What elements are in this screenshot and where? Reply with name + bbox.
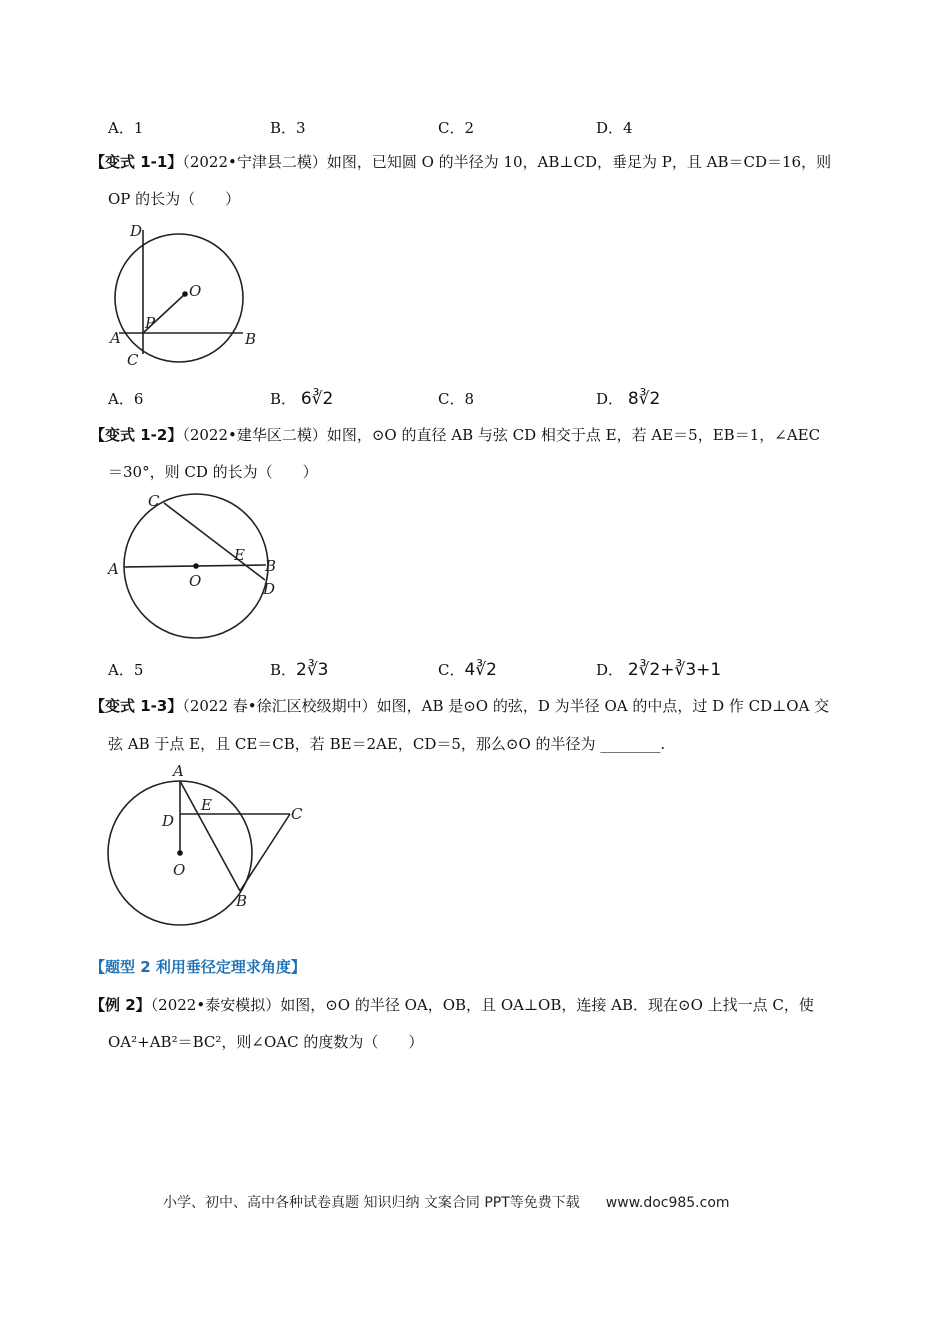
v12-label-e: E	[234, 546, 245, 564]
v13-figure	[100, 760, 320, 935]
v11-option-d: D． 8∛2	[596, 389, 661, 409]
v12-label-c: C	[148, 492, 160, 510]
v11-label-d: D	[130, 222, 143, 240]
v12-figure	[100, 490, 290, 645]
v13-tag: 【变式 1-3】	[90, 697, 183, 715]
v12-line1	[90, 425, 820, 445]
v12-text1: （2022•建华区二模）如图，⊙O 的直径 AB 与弦 CD 相交于点 E，若 AE＝5，EB＝1，∠AEC	[182, 426, 821, 444]
v13-line1	[90, 696, 829, 716]
v11-option-a: A．6	[108, 390, 144, 408]
v12-tag: 【变式 1-2】	[90, 426, 183, 444]
v12-option-c-math: 4∛2	[464, 660, 497, 680]
footer	[163, 1192, 730, 1212]
ex2-text1: （2022•泰安模拟）如图，⊙O 的半径 OA，OB，且 OA⊥OB，连接 AB．现在⊙O 上找一点 C，使	[150, 996, 814, 1014]
v12-option-a: A．5	[108, 661, 144, 679]
footer-text: 小学、初中、高中各种试卷真题 知识归纳 文案合同 PPT等免费下载	[163, 1195, 580, 1211]
v12-option-c: C．4∛2	[438, 660, 497, 680]
v11-figure	[105, 220, 270, 370]
v13-label-e: E	[201, 796, 212, 814]
option-b: B．3	[270, 119, 306, 137]
v11-tag: 【变式 1-1】	[90, 153, 183, 171]
v12-label-d: D	[263, 580, 276, 598]
footer-url[interactable]: www.doc985.com	[605, 1195, 730, 1211]
v13-label-c: C	[291, 805, 303, 823]
v13-text1: （2022 春•徐汇区校级期中）如图，AB 是⊙O 的弦，D 为半径 OA 的中点，过 D 作 CD⊥OA 交	[182, 697, 830, 715]
v11-line1	[90, 152, 831, 172]
ex2-line2: OA²+AB²＝BC²，则∠OAC 的度数为（ ）	[108, 1033, 424, 1051]
v12-option-d-math: 2∛2+∛3+1	[627, 660, 722, 680]
option-a: A．1	[108, 119, 144, 137]
ex2-line1	[90, 995, 814, 1015]
v13-label-a: A	[173, 762, 184, 780]
ex2-tag: 【例 2】	[90, 996, 151, 1014]
option-d: D．4	[596, 119, 633, 137]
v12-label-b: B	[265, 557, 277, 575]
v11-label-a: A	[110, 329, 121, 347]
v12-label-a: A	[108, 560, 119, 578]
v12-option-d: D． 2∛2+∛3+1	[596, 660, 722, 680]
v11-option-d-math: 8∛2	[627, 389, 661, 409]
v11-text1: （2022•宁津县二模）如图，已知圆 O 的半径为 10，AB⊥CD，垂足为 P，且 AB＝CD＝16，则	[182, 153, 832, 171]
v12-label-o: O	[189, 572, 202, 590]
v11-label-o: O	[189, 282, 202, 300]
v11-label-p: P	[145, 314, 156, 332]
v13-label-d: D	[162, 812, 175, 830]
v11-option-c: C．8	[438, 390, 475, 408]
section-heading: 【题型 2 利用垂径定理求角度】	[90, 958, 306, 976]
v12-line2: ＝30°，则 CD 的长为（ ）	[108, 463, 318, 481]
v11-option-b: B． 6∛2	[270, 389, 334, 409]
v13-line2: 弦 AB 于点 E，且 CE＝CB，若 BE＝2AE，CD＝5，那么⊙O 的半径为 ________.	[108, 735, 666, 753]
v11-label-c: C	[127, 351, 139, 369]
v13-label-b: B	[236, 892, 248, 910]
v12-option-b-math: 2∛3	[296, 660, 329, 680]
option-c: C．2	[438, 119, 475, 137]
v11-label-b: B	[245, 330, 257, 348]
v11-line2: OP 的长为（ ）	[108, 190, 241, 208]
v13-label-o: O	[173, 861, 186, 879]
v12-option-b: B．2∛3	[270, 660, 329, 680]
v11-option-b-math: 6∛2	[300, 389, 334, 409]
